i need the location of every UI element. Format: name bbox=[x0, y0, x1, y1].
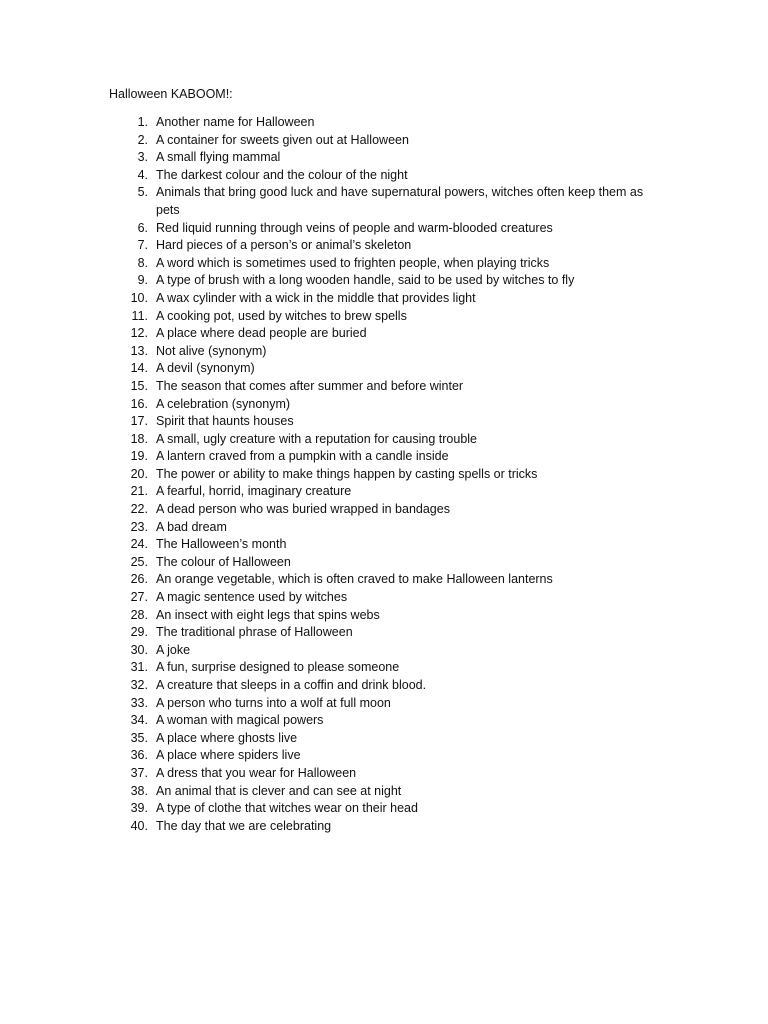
question-item bbox=[0, 325, 768, 343]
question-text: Red liquid running through veins of people and warm-blooded creatures bbox=[156, 220, 553, 235]
question-item bbox=[0, 483, 768, 501]
question-number: 20. bbox=[130, 466, 148, 481]
question-text: An animal that is clever and can see at night bbox=[156, 783, 402, 798]
question-item bbox=[0, 695, 768, 713]
question-number: 32. bbox=[130, 678, 148, 692]
question-text: The darkest colour and the colour of the night bbox=[156, 167, 408, 182]
question-item bbox=[0, 659, 768, 677]
question-number: 19. bbox=[130, 449, 148, 464]
question-number: 16. bbox=[130, 396, 148, 411]
question-text: The day that we are celebrating bbox=[156, 818, 332, 833]
question-number: 38. bbox=[130, 783, 148, 798]
question-text: A fearful, horrid, imaginary creature bbox=[156, 484, 352, 499]
question-number: 28. bbox=[130, 607, 148, 622]
question-item bbox=[0, 501, 768, 519]
question-text: An insect with eight legs that spins webs bbox=[156, 607, 380, 622]
question-item bbox=[0, 818, 768, 836]
question-number: 12. bbox=[130, 326, 148, 341]
question-item bbox=[0, 730, 768, 748]
question-item bbox=[0, 800, 768, 818]
question-number: 13. bbox=[130, 343, 148, 358]
question-number: 8. bbox=[137, 255, 148, 270]
question-number: 11. bbox=[131, 308, 148, 323]
question-number: 30. bbox=[130, 642, 148, 657]
question-item bbox=[0, 167, 768, 185]
question-text: The Halloween’s month bbox=[156, 537, 287, 552]
question-text: Animals that bring good luck and have supernatural powers, witches often keep them as pets bbox=[156, 185, 644, 217]
question-text: Another name for Halloween bbox=[156, 115, 315, 129]
question-number: 4. bbox=[137, 167, 148, 182]
question-number: 40. bbox=[130, 818, 148, 833]
question-number: 9. bbox=[137, 273, 148, 288]
question-text: The colour of Halloween bbox=[156, 554, 291, 569]
question-item bbox=[0, 149, 768, 167]
question-number: 23. bbox=[130, 519, 148, 534]
question-text: A small, ugly creature with a reputation for causing trouble bbox=[156, 431, 478, 446]
question-number: 5. bbox=[137, 185, 148, 200]
question-text: A cooking pot, used by witches to brew spells bbox=[156, 308, 407, 323]
question-item bbox=[0, 554, 768, 572]
question-item bbox=[0, 237, 768, 255]
question-item bbox=[0, 220, 768, 238]
question-text: The season that comes after summer and before winter bbox=[156, 378, 464, 393]
question-number: 18. bbox=[130, 431, 148, 446]
question-item bbox=[0, 466, 768, 484]
question-text: The traditional phrase of Halloween bbox=[156, 625, 353, 640]
document-title: Halloween KABOOM!: bbox=[109, 87, 233, 101]
question-text: A place where spiders live bbox=[156, 748, 301, 763]
question-number: 27. bbox=[130, 590, 148, 605]
question-item bbox=[0, 642, 768, 660]
question-item bbox=[0, 624, 768, 642]
question-text: A fun, surprise designed to please someone bbox=[156, 660, 400, 675]
question-item bbox=[0, 783, 768, 801]
question-number: 37. bbox=[130, 765, 148, 780]
question-text: A lantern craved from a pumpkin with a candle inside bbox=[156, 449, 449, 464]
question-number: 1. bbox=[137, 115, 148, 129]
question-text: A container for sweets given out at Halloween bbox=[156, 132, 409, 147]
question-item bbox=[0, 290, 768, 308]
question-item bbox=[0, 431, 768, 449]
question-number: 22. bbox=[130, 502, 148, 517]
question-number: 21. bbox=[130, 484, 148, 499]
question-text: A devil (synonym) bbox=[156, 361, 255, 376]
question-item bbox=[0, 132, 768, 150]
question-text: A place where ghosts live bbox=[156, 730, 298, 745]
question-number: 29. bbox=[130, 625, 148, 640]
question-item bbox=[0, 747, 768, 765]
question-list bbox=[0, 114, 768, 835]
question-number: 3. bbox=[137, 150, 148, 165]
question-text: A wax cylinder with a wick in the middle that provides light bbox=[156, 290, 476, 305]
question-text: A bad dream bbox=[156, 519, 227, 534]
question-number: 35. bbox=[130, 730, 148, 745]
question-item bbox=[0, 607, 768, 625]
question-item bbox=[0, 712, 768, 730]
question-number: 36. bbox=[130, 748, 148, 763]
question-item bbox=[0, 396, 768, 414]
question-text: A type of brush with a long wooden handle, said to be used by witches to fly bbox=[156, 273, 575, 288]
question-text: Not alive (synonym) bbox=[156, 343, 267, 358]
question-text: A person who turns into a wolf at full moon bbox=[156, 695, 391, 710]
question-number: 17. bbox=[130, 414, 148, 429]
question-item bbox=[0, 765, 768, 783]
question-text: An orange vegetable, which is often craved to make Halloween lanterns bbox=[156, 572, 553, 587]
question-number: 39. bbox=[130, 801, 148, 816]
question-item bbox=[0, 378, 768, 396]
question-number: 26. bbox=[130, 572, 148, 587]
question-number: 14. bbox=[130, 361, 148, 376]
question-item bbox=[0, 343, 768, 361]
question-text: A creature that sleeps in a coffin and drink blood. bbox=[156, 678, 427, 692]
question-item bbox=[0, 448, 768, 466]
question-number: 33. bbox=[130, 695, 148, 710]
question-number: 15. bbox=[130, 378, 148, 393]
question-item bbox=[0, 677, 768, 695]
question-text: A celebration (synonym) bbox=[156, 396, 291, 411]
question-item bbox=[0, 184, 768, 219]
question-item bbox=[0, 519, 768, 537]
question-number: 2. bbox=[137, 132, 148, 147]
question-text: A woman with magical powers bbox=[156, 713, 324, 728]
question-number: 7. bbox=[137, 238, 148, 253]
question-number: 6. bbox=[137, 220, 148, 235]
question-text: A joke bbox=[156, 642, 191, 657]
question-text: The power or ability to make things happen by casting spells or tricks bbox=[156, 466, 538, 481]
question-item bbox=[0, 571, 768, 589]
question-item bbox=[0, 308, 768, 326]
question-item bbox=[0, 114, 768, 132]
question-item bbox=[0, 589, 768, 607]
question-item bbox=[0, 272, 768, 290]
question-text: A small flying mammal bbox=[156, 150, 281, 165]
question-item bbox=[0, 413, 768, 431]
question-number: 10. bbox=[130, 290, 148, 305]
question-item bbox=[0, 255, 768, 273]
question-text: A dead person who was buried wrapped in bandages bbox=[156, 502, 450, 517]
question-text: A place where dead people are buried bbox=[156, 326, 367, 341]
question-text: Spirit that haunts houses bbox=[156, 414, 294, 429]
question-item bbox=[0, 536, 768, 554]
question-text: Hard pieces of a person’s or animal’s skeleton bbox=[156, 238, 412, 253]
question-number: 31. bbox=[130, 660, 148, 675]
question-number: 34. bbox=[130, 713, 148, 728]
question-text: A type of clothe that witches wear on their head bbox=[156, 801, 418, 816]
question-text: A word which is sometimes used to frighten people, when playing tricks bbox=[156, 255, 550, 270]
question-number: 25. bbox=[130, 554, 148, 569]
question-text: A dress that you wear for Halloween bbox=[156, 765, 357, 780]
question-text: A magic sentence used by witches bbox=[156, 590, 348, 605]
question-number: 24. bbox=[130, 537, 148, 552]
question-item bbox=[0, 360, 768, 378]
